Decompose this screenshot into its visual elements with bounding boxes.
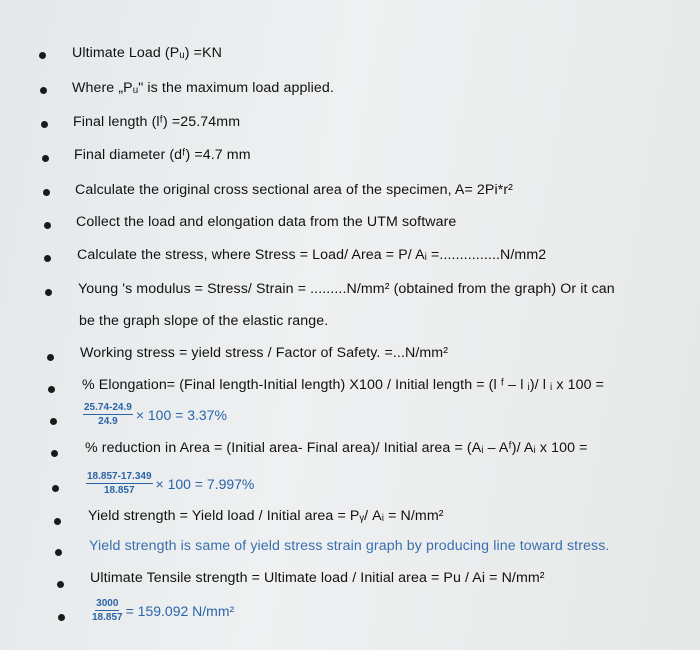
working-stress-line: Working stress = yield stress / Factor of Safety. =...N/mm² bbox=[80, 345, 449, 361]
youngs-modulus-continuation: be the graph slope of the elastic range. bbox=[79, 313, 329, 329]
bullet bbox=[48, 386, 55, 393]
area-reduction-result: × 100 = 7.997% bbox=[155, 475, 255, 492]
bullet bbox=[41, 121, 48, 128]
stress-line: Calculate the stress, where Stress = Load/ Area = P/ Aᵢ =...............N/mm2 bbox=[77, 247, 547, 263]
bullet bbox=[43, 189, 50, 196]
fraction-denominator: 18.857 bbox=[103, 485, 135, 496]
ultimate-tensile-line: Ultimate Tensile strength = Ultimate load / Initial area = Pu / Ai = N/mm² bbox=[90, 570, 545, 586]
bullet bbox=[57, 581, 64, 588]
bullet bbox=[54, 518, 61, 525]
elongation-calculation bbox=[83, 402, 227, 427]
yield-strength-line: Yield strength = Yield load / Initial area = Pᵧ/ Aᵢ = N/mm² bbox=[88, 508, 444, 524]
bullet bbox=[58, 614, 65, 621]
fraction-numerator: 3000 bbox=[96, 598, 119, 609]
elongation-result: × 100 = 3.37% bbox=[135, 406, 227, 423]
final-length-line: Final length (lᶠ) =25.74mm bbox=[73, 114, 241, 130]
youngs-modulus-line: Young 's modulus = Stress/ Strain = .........N/mm² (obtained from the graph) Or it can bbox=[78, 281, 615, 297]
ultimate-tensile-result: = 159.092 N/mm² bbox=[125, 602, 235, 619]
max-load-description: Where „Pᵤ" is the maximum load applied. bbox=[72, 80, 334, 96]
area-reduction-line: % reduction in Area = (Initial area- Final area)/ Initial area = (Aᵢ – Aᶠ)/ Aᵢ x 100 = bbox=[85, 440, 588, 456]
bullet bbox=[51, 450, 58, 457]
fraction-denominator: 18.857 bbox=[92, 612, 123, 623]
ultimate-tensile-calculation bbox=[92, 598, 234, 623]
fraction-denominator: 24.9 bbox=[98, 416, 118, 427]
bullet bbox=[50, 418, 57, 425]
bullet bbox=[42, 155, 49, 162]
final-diameter-line: Final diameter (dᶠ) =4.7 mm bbox=[74, 147, 251, 163]
bullet bbox=[45, 289, 52, 296]
yield-strength-note: Yield strength is same of yield stress strain graph by producing line toward stress. bbox=[89, 538, 610, 554]
area-reduction-calculation bbox=[86, 471, 254, 496]
bullet bbox=[52, 485, 59, 492]
original-area-line: Calculate the original cross sectional area of the specimen, A= 2Pi*r² bbox=[75, 182, 513, 198]
bullet bbox=[44, 222, 51, 229]
bullet bbox=[55, 549, 62, 556]
fraction-numerator: 18.857-17.349 bbox=[87, 471, 152, 482]
elongation-line: % Elongation= (Final length-Initial length) X100 / Initial length = (l ᶠ – l ᵢ)/ l ᵢ x 100 = bbox=[82, 377, 605, 393]
collect-data-line: Collect the load and elongation data from the UTM software bbox=[76, 214, 457, 230]
bullet bbox=[39, 52, 46, 59]
bullet bbox=[40, 87, 47, 94]
ultimate-load-line: Ultimate Load (Pᵤ) =KN bbox=[72, 45, 222, 61]
bullet bbox=[44, 255, 51, 262]
bullet bbox=[47, 354, 54, 361]
fraction-numerator: 25.74-24.9 bbox=[84, 402, 132, 413]
